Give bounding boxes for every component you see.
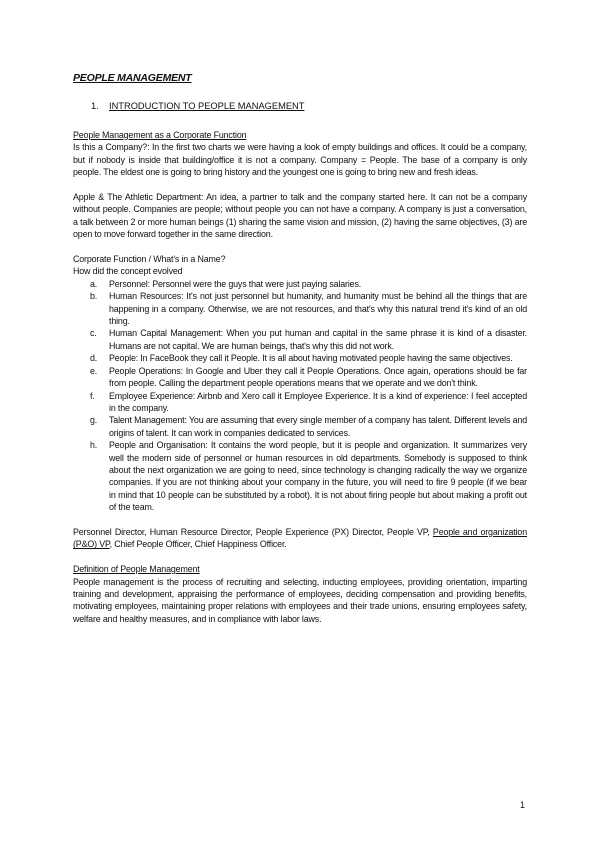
corporate-function-heading: People Management as a Corporate Function bbox=[73, 130, 247, 140]
job-titles-suffix: , Chief People Officer, Chief Happiness Officer. bbox=[109, 539, 287, 550]
list-marker: e. bbox=[90, 365, 98, 376]
po-vp-link[interactable]: People and organization (P&O) VP bbox=[73, 526, 527, 550]
list-item-text: People and Organisation: It contains the word people, but it is people and organization. It summarizes very well the modern side of personnel or human resources in old departments. Somebody is supposed to think about the next organization we are going to need, since technology is changing radically the way we organize companies. If you are not thinking about your company in the future, you will need to fire 9 people (if we bear in mind that 10 people can be substituted by a robot). It is not about firing people but about making a profit out of the team. bbox=[109, 440, 527, 513]
list-item bbox=[90, 290, 527, 327]
list-item bbox=[90, 439, 527, 513]
list-marker: h. bbox=[90, 440, 98, 451]
list-item bbox=[90, 352, 527, 364]
job-titles-prefix: Personnel Director, Human Resource Director, People Experience (PX) Director, People VP, bbox=[73, 526, 433, 537]
list-item-text: People Operations: In Google and Uber they call it People Operations. Once again, operations should be far from people. Calling the department people operations means that we operate and we don't think. bbox=[109, 365, 527, 389]
list-item-text: Personnel: Personnel were the guys that were just paying salaries. bbox=[109, 278, 362, 289]
page-number: 1 bbox=[520, 800, 526, 810]
list-item-text: People: In FaceBook they call it People. It is all about having motivated people having the same objectives. bbox=[109, 353, 513, 364]
list-item bbox=[90, 414, 527, 439]
list-marker: d. bbox=[90, 353, 98, 364]
list-item bbox=[90, 327, 527, 352]
list-item bbox=[90, 390, 527, 415]
concept-evolved-subheading: How did the concept evolved bbox=[73, 266, 183, 277]
list-marker: f. bbox=[90, 390, 95, 401]
document-body bbox=[73, 129, 527, 625]
job-titles-paragraph bbox=[73, 526, 527, 551]
list-item-text: Talent Management: You are assuming that every single member of a company has talent. Different levels and origins of talent. It can work in companies dedicated to services. bbox=[109, 415, 527, 438]
definition-heading: Definition of People Management bbox=[73, 564, 200, 575]
apple-athletic-paragraph: Apple & The Athletic Department: An idea, a partner to talk and the company started here. It can not be a company without people. Companies are people; without people you can not have a company. A company is just a conversation, a talk between 2 or more human beings (1) sharing the same vision and mission, (2) having the same objectives, (3) are open to move forward together in the same direction. bbox=[73, 192, 527, 240]
section-heading bbox=[91, 101, 304, 111]
list-marker: a. bbox=[90, 278, 98, 289]
definition-paragraph: People management is the process of recruiting and selecting, inducting employees, providing orientation, imparting training and development, appraising the performance of employees, deciding compensation and providing benefits, motivating employees, maintaining proper relations with employees and their trade unions, ensuring employees safety, welfare and healthy measures, and in compliance with labor laws. bbox=[73, 576, 527, 624]
list-marker: b. bbox=[90, 291, 98, 302]
list-item-text: Employee Experience: Airbnb and Xero call it Employee Experience. It is a kind of experience: I feel accepted in the company. bbox=[109, 390, 527, 413]
is-this-a-company-paragraph: Is this a Company?: In the first two charts we were having a look of empty buildings and offices. It could be a company, but if nobody is inside that building/office it is not a company. Company = People. The base of a company is only people. The eldest one is going to bring history and the youngest one is going to bring new and fresh ideas. bbox=[73, 142, 527, 178]
section-number: 1. bbox=[91, 101, 99, 111]
list-item bbox=[90, 365, 527, 390]
document-title: PEOPLE MANAGEMENT bbox=[73, 72, 192, 84]
concept-evolution-list bbox=[73, 278, 527, 514]
whats-in-name-heading: Corporate Function / What's in a Name? bbox=[73, 254, 226, 265]
list-item-text: Human Resources: It's not just personnel but humanity, and humanity must be behind all the things that are happening in a company. Otherwise, we are not resources, and that's why this natural trend it's kind of an old thing. bbox=[109, 291, 527, 327]
list-marker: g. bbox=[90, 415, 98, 426]
list-item-text: Human Capital Management: When you put human and capital in the same phrase it is kind of a disaster. Humans are not capital. We are human beings, that's why this did not work. bbox=[109, 328, 527, 351]
section-title: INTRODUCTION TO PEOPLE MANAGEMENT bbox=[109, 101, 305, 111]
list-marker: c. bbox=[90, 328, 97, 339]
list-item bbox=[90, 278, 527, 290]
